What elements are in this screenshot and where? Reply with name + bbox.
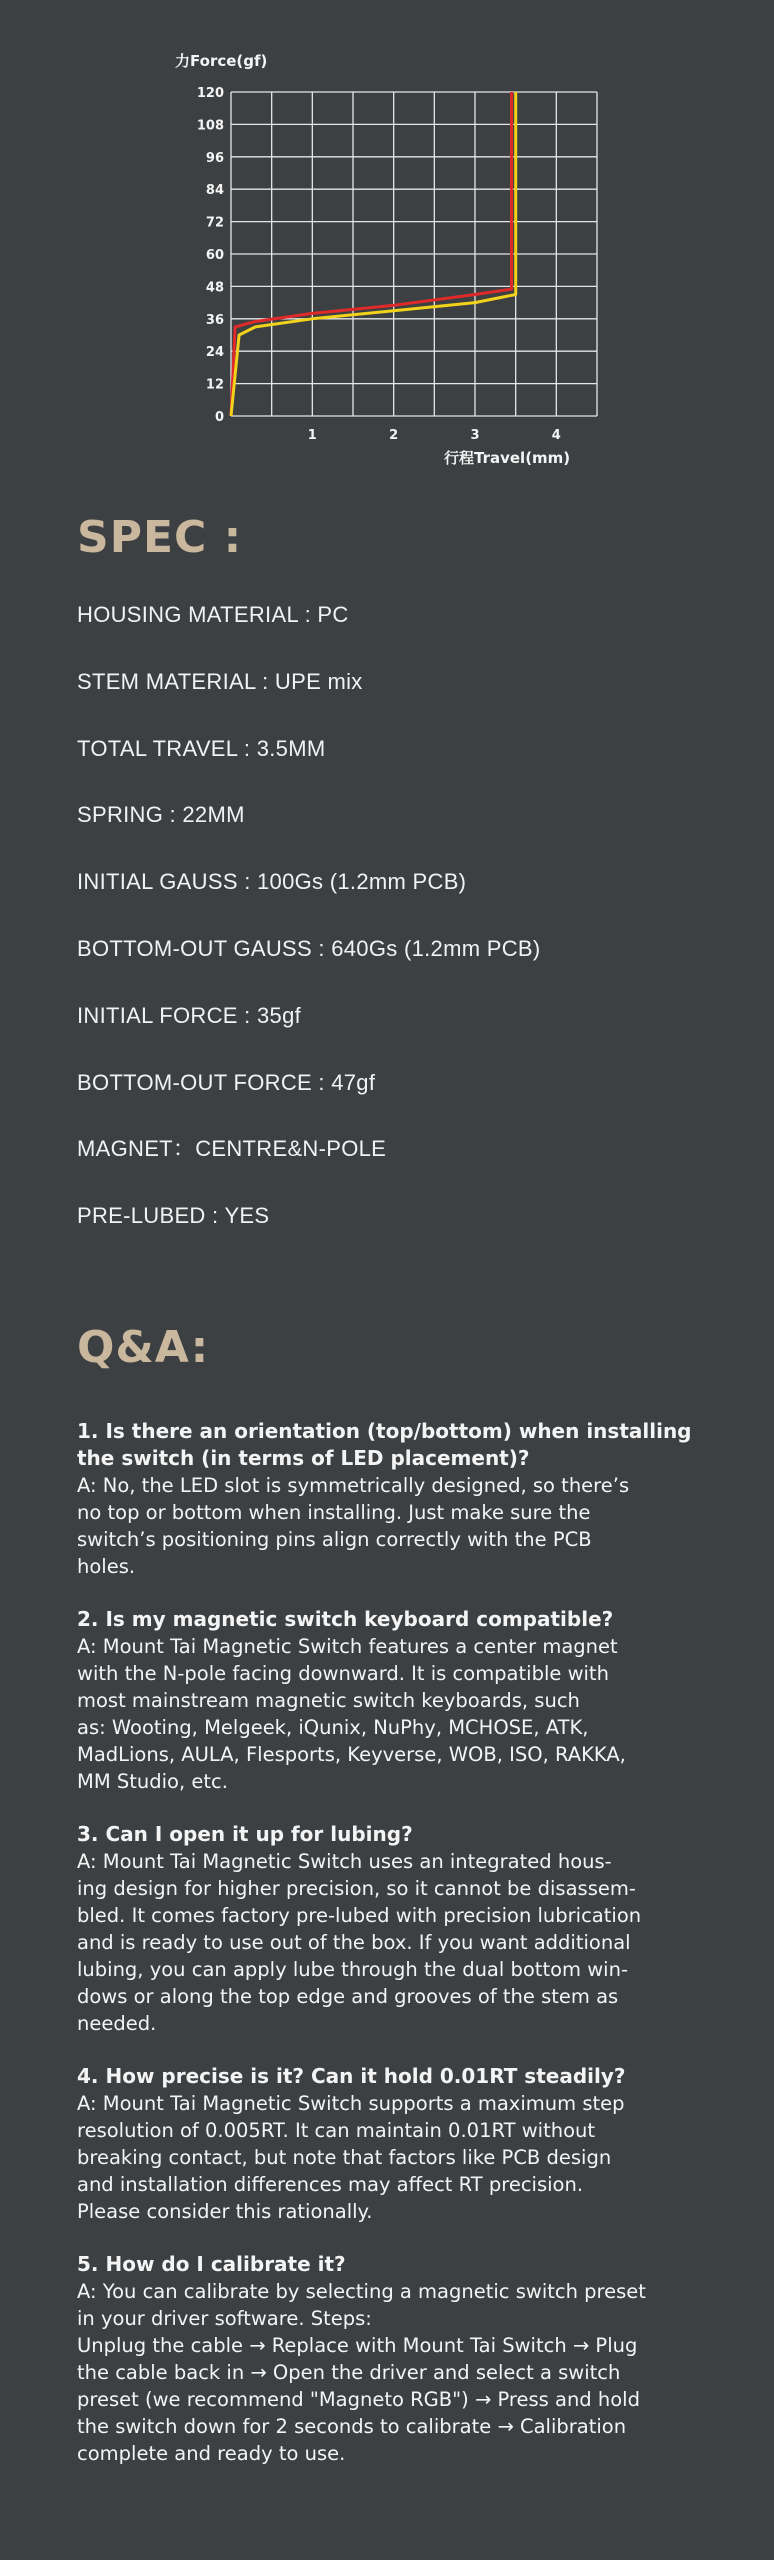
qa-question (77, 1821, 707, 1848)
y-tick-label: 0 (214, 410, 224, 425)
y-tick-label: 72 (205, 215, 224, 231)
x-axis-label: 行程Travel(mm) (444, 449, 571, 467)
qa-answer-line: complete and ready to use. (77, 2442, 346, 2465)
x-tick-label: 3 (470, 428, 480, 443)
chart-grid (231, 92, 597, 416)
spec-item: MAGNET：CENTRE&N-POLE (77, 1136, 387, 1162)
qa-item (77, 1606, 707, 1795)
y-tick-label: 24 (205, 345, 224, 361)
force-travel-chart (0, 0, 774, 480)
qa-answer (77, 1848, 707, 2037)
qa-question (77, 2063, 707, 2090)
qa-answer-line: ing design for higher precision, so it cannot be disassem- (77, 1877, 636, 1900)
spec-item: SPRING : 22MM (77, 802, 245, 828)
qa-answer-line: lubing, you can apply lube through the dual bottom win- (77, 1958, 628, 1981)
y-tick-label: 96 (205, 150, 224, 166)
qa-question (77, 1418, 707, 1472)
qa-answer-line: preset (we recommend "Magneto RGB") → Press and hold (77, 2388, 640, 2411)
qa-question-line: 2. Is my magnetic switch keyboard compatible? (77, 1607, 614, 1631)
qa-answer-line: Please consider this rationally. (77, 2200, 373, 2223)
spec-item: BOTTOM-OUT GAUSS : 640Gs (1.2mm PCB) (77, 935, 541, 961)
y-tick-label: 12 (205, 377, 224, 393)
spec-item: INITIAL GAUSS : 100Gs (1.2mm PCB) (77, 869, 467, 895)
qa-answer-line: bled. It comes factory pre-lubed with precision lubrication (77, 1904, 642, 1927)
qa-answer-line: A: Mount Tai Magnetic Switch supports a maximum step (77, 2092, 625, 2115)
spec-item: BOTTOM-OUT FORCE : 47gf (77, 1069, 376, 1095)
qa-answer-line: A: No, the LED slot is symmetrically designed, so there’s (77, 1474, 630, 1497)
qa-answer (77, 1633, 707, 1795)
qa-answer-line: MadLions, AULA, Flesports, Keyverse, WOB, ISO, RAKKA, (77, 1743, 626, 1766)
qa-answer-line: in your driver software. Steps: (77, 2307, 372, 2330)
y-tick-label: 48 (205, 280, 224, 296)
spec-item: INITIAL FORCE : 35gf (77, 1002, 302, 1028)
qa-answer (77, 2278, 707, 2467)
y-tick-label: 120 (196, 86, 224, 101)
x-tick-label: 1 (307, 428, 317, 443)
qa-answer-line: no top or bottom when installing. Just make sure the (77, 1501, 591, 1524)
y-axis-label: 力Force(gf) (175, 52, 268, 70)
qa-item (77, 1821, 707, 2037)
qa-answer-line: needed. (77, 2012, 157, 2035)
qa-answer-line: the cable back in → Open the driver and select a switch (77, 2361, 621, 2384)
qa-question-line: 4. How precise is it? Can it hold 0.01RT steadily? (77, 2064, 626, 2088)
qa-question-line: the switch (in terms of LED placement)? (77, 1446, 530, 1470)
spec-title: SPEC : (77, 512, 243, 563)
qa-list (77, 1418, 707, 2493)
qa-answer-line: A: Mount Tai Magnetic Switch uses an integrated hous- (77, 1850, 612, 1873)
qa-question (77, 2251, 707, 2278)
qa-answer-line: A: You can calibrate by selecting a magnetic switch preset (77, 2280, 646, 2303)
qa-item (77, 1418, 707, 1580)
qa-answer-line: and is ready to use out of the box. If you want additional (77, 1931, 631, 1954)
qa-answer-line: A: Mount Tai Magnetic Switch features a center magnet (77, 1635, 618, 1658)
y-tick-label: 36 (205, 312, 224, 328)
qa-answer-line: most mainstream magnetic switch keyboards, such (77, 1689, 580, 1712)
spec-item: STEM MATERIAL : UPE mix (77, 668, 363, 694)
x-tick-label: 4 (551, 428, 561, 443)
qa-answer-line: resolution of 0.005RT. It can maintain 0.01RT without (77, 2119, 596, 2142)
qa-item (77, 2251, 707, 2467)
qa-answer (77, 2090, 707, 2225)
x-tick-labels (308, 428, 561, 443)
spec-item: HOUSING MATERIAL : PC (77, 602, 349, 627)
qa-item (77, 2063, 707, 2225)
qa-answer-line: dows or along the top edge and grooves of the stem as (77, 1985, 619, 2008)
qa-question-line: 1. Is there an orientation (top/bottom) when installing (77, 1419, 692, 1443)
x-tick-label: 2 (389, 428, 399, 443)
qa-answer-line: breaking contact, but note that factors like PCB design (77, 2146, 612, 2169)
qa-answer-line: Unplug the cable → Replace with Mount Tai Switch → Plug (77, 2334, 638, 2357)
qa-question (77, 1606, 707, 1633)
y-tick-label: 84 (205, 183, 224, 199)
y-tick-label: 108 (196, 118, 224, 134)
y-tick-labels (197, 86, 224, 425)
y-tick-label: 60 (205, 248, 224, 263)
qa-answer-line: holes. (77, 1555, 136, 1578)
qa-title: Q&A: (77, 1322, 210, 1373)
spec-item: PRE-LUBED : YES (77, 1203, 270, 1229)
qa-question-line: 3. Can I open it up for lubing? (77, 1822, 413, 1846)
qa-answer-line: and installation differences may affect RT precision. (77, 2173, 584, 2196)
qa-answer-line: as: Wooting, Melgeek, iQunix, NuPhy, MCHOSE, ATK, (77, 1716, 589, 1739)
spec-list (77, 600, 541, 1268)
spec-item: TOTAL TRAVEL : 3.5MM (77, 735, 326, 761)
qa-question-line: 5. How do I calibrate it? (77, 2252, 346, 2276)
qa-answer-line: with the N-pole facing downward. It is compatible with (77, 1662, 609, 1685)
qa-answer-line: switch’s positioning pins align correctly with the PCB (77, 1528, 592, 1551)
qa-answer (77, 1472, 707, 1580)
qa-answer-line: MM Studio, etc. (77, 1770, 228, 1793)
qa-answer-line: the switch down for 2 seconds to calibrate → Calibration (77, 2415, 627, 2438)
